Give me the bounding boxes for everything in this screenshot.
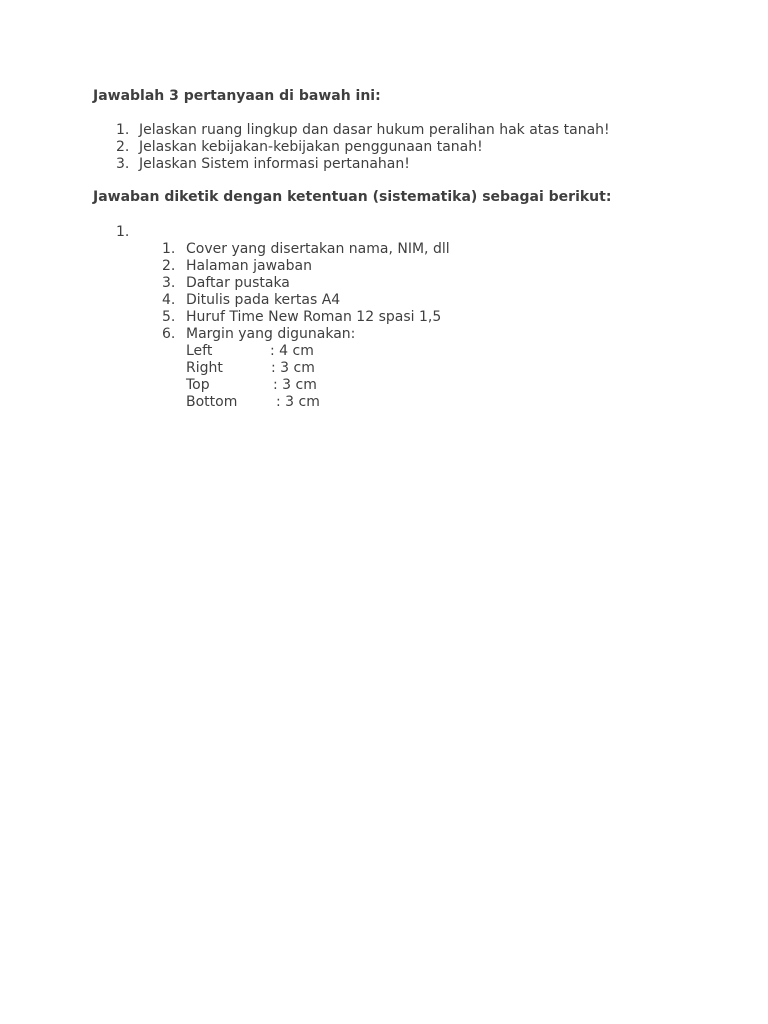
question-number: 3. bbox=[116, 156, 130, 172]
requirement-text: Huruf Time New Roman 12 spasi 1,5 bbox=[186, 309, 442, 325]
requirement-text: Halaman jawaban bbox=[186, 258, 312, 274]
margin-label: Bottom bbox=[186, 394, 238, 410]
question-number: 1. bbox=[116, 122, 130, 138]
margin-label: Left bbox=[186, 343, 213, 359]
requirement-number: 2. bbox=[162, 258, 176, 274]
margin-value: : 4 cm bbox=[270, 343, 314, 359]
question-number: 2. bbox=[116, 139, 130, 155]
requirement-text: Cover yang disertakan nama, NIM, dll bbox=[186, 241, 450, 257]
answer-format-heading: Jawaban diketik dengan ketentuan (sistematika) sebagai berikut: bbox=[93, 189, 612, 205]
margin-label: Top bbox=[186, 377, 210, 393]
margin-value: : 3 cm bbox=[271, 360, 315, 376]
requirement-number: 6. bbox=[162, 326, 176, 342]
requirement-number: 5. bbox=[162, 309, 176, 325]
question-text: Jelaskan Sistem informasi pertanahan! bbox=[139, 156, 410, 172]
margin-value: : 3 cm bbox=[273, 377, 317, 393]
requirement-text: Daftar pustaka bbox=[186, 275, 290, 291]
margin-value: : 3 cm bbox=[276, 394, 320, 410]
question-text: Jelaskan ruang lingkup dan dasar hukum peralihan hak atas tanah! bbox=[139, 122, 610, 138]
margin-label: Right bbox=[186, 360, 223, 376]
requirement-text: Margin yang digunakan: bbox=[186, 326, 356, 342]
requirement-number: 4. bbox=[162, 292, 176, 308]
outer-list-number: 1. bbox=[116, 224, 130, 240]
requirement-text: Ditulis pada kertas A4 bbox=[186, 292, 341, 308]
questions-heading: Jawablah 3 pertanyaan di bawah ini: bbox=[93, 88, 381, 104]
requirement-number: 3. bbox=[162, 275, 176, 291]
question-text: Jelaskan kebijakan-kebijakan penggunaan tanah! bbox=[139, 139, 483, 155]
requirement-number: 1. bbox=[162, 241, 176, 257]
